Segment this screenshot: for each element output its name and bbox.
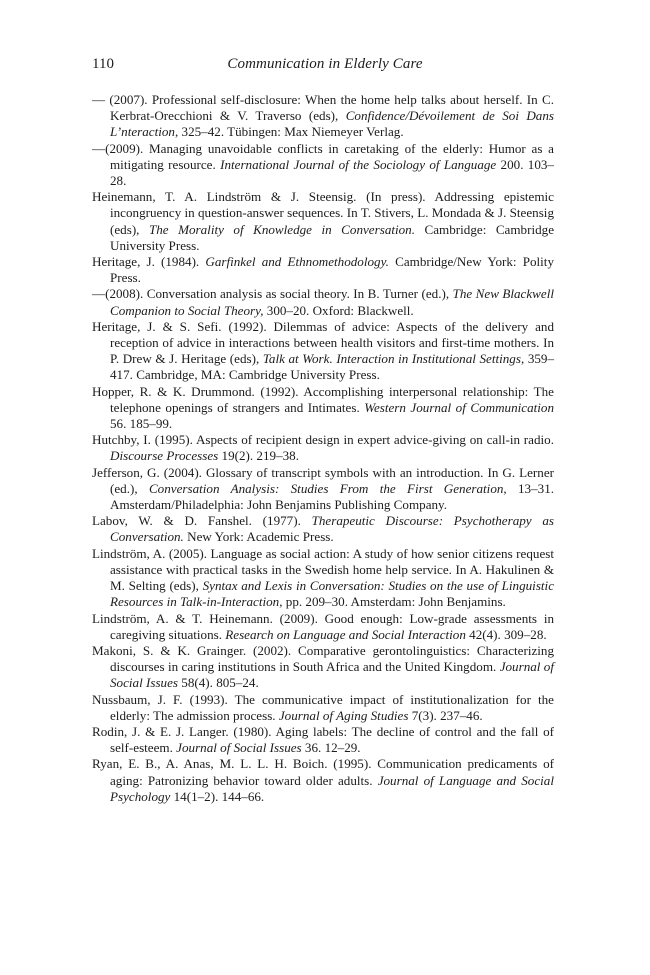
reference-text: —(2009). Managing unavoidable conflicts in caretaking of the elderly: Humor as a mitigating resource. [92, 140, 554, 172]
reference-entry [92, 465, 554, 514]
reference-list [92, 92, 554, 805]
reference-text: Lindström, A. & T. Heinemann. (2009). Good enough: Low-grade assessments in caregiving situations. [92, 610, 554, 642]
reference-text: Cambridge/New York: Polity Press. [110, 254, 554, 286]
reference-title-italic: The New Blackwell Companion to Social Theory, [110, 286, 555, 318]
running-title: Communication in Elderly Care [227, 56, 423, 72]
reference-text: Lindström, A. (2005). Language as social action: A study of how senior citizens request assistance with practical tasks in the Swedish home help service. In A. Hakulinen & M. Selting (eds), [92, 545, 554, 594]
reference-entry [92, 254, 554, 286]
reference-text: , 325–42. Tübingen: Max Niemeyer Verlag. [174, 124, 404, 140]
reference-entry [92, 611, 554, 643]
reference-entry [92, 724, 554, 756]
reference-text: 300–20. Oxford: Blackwell. [263, 302, 414, 318]
reference-entry [92, 546, 554, 611]
reference-title-italic: Syntax and Lexis in Conversation: Studies on the use of Linguistic Resources in Talk-in-Interaction, [110, 578, 555, 610]
reference-text: Labov, W. & D. Fanshel. (1977). [92, 513, 312, 529]
reference-text: Hutchby, I. (1995). Aspects of recipient design in expert advice-giving on call-in radio. [92, 432, 554, 448]
reference-entry [92, 692, 554, 724]
reference-title-italic: Western Journal of Communication [364, 399, 554, 415]
reference-text: —(2008). Conversation analysis as social theory. In B. Turner (ed.), [92, 286, 453, 302]
reference-entry [92, 513, 554, 545]
reference-text: Cambridge: Cambridge University Press. [110, 221, 555, 253]
reference-text: 7(3). 237–46. [408, 707, 483, 723]
reference-text: 36. 12–29. [301, 740, 361, 756]
reference-title-italic: International Journal of the Sociology of Language [220, 156, 497, 172]
reference-title-italic: Journal of Aging Studies [278, 707, 409, 723]
reference-text: Rodin, J. & E. J. Langer. (1980). Aging labels: The decline of control and the fall of self-esteem. [92, 723, 554, 756]
reference-title-italic: Discourse Processes [110, 448, 219, 464]
reference-title-italic: Journal of Social Issues [110, 659, 554, 691]
reference-title-italic: Conversation Analysis: Studies From the First Generation, [148, 480, 507, 496]
reference-text: Ryan, E. B., A. Anas, M. L. L. H. Boich. (1995). Communication predicaments of aging: Patronizing behavior toward older adults. [92, 756, 554, 788]
reference-text: Heritage, J. (1984). [92, 254, 206, 270]
reference-entry [92, 384, 554, 433]
page-number: 110 [92, 56, 114, 72]
running-header [92, 56, 558, 78]
reference-entry [92, 189, 554, 254]
reference-entry [92, 141, 554, 190]
reference-text: Heinemann, T. A. Lindström & J. Steensig. (In press). Addressing epistemic incongruency in question-answer sequences. In T. Stivers, L. Mondada & J. Steensig (eds), [92, 189, 554, 237]
reference-text: 19(2). 219–38. [218, 448, 299, 464]
reference-text: Heritage, J. & S. Sefi. (1992). Dilemmas of advice: Aspects of the delivery and reception of advice in interactions between health visitors and first-time mothers. In P. Drew & J. Heritage (eds), [92, 318, 554, 367]
reference-text: 13–31. Amsterdam/Philadelphia: John Benjamins Publishing Company. [110, 480, 555, 513]
reference-title-italic: Garfinkel and Ethnomethodology. [205, 254, 389, 270]
reference-text: — (2007). Professional self-disclosure: When the home help talks about herself. In C. Kerbrat-Orecchioni & V. Traverso (eds), [92, 92, 554, 124]
reference-text: Hopper, R. & K. Drummond. (1992). Accomplishing interpersonal relationship: The telephone openings of strangers and Intimates. [92, 383, 554, 415]
reference-text: 359–417. Cambridge, MA: Cambridge University Press. [110, 351, 555, 383]
reference-title-italic: Therapeutic Discourse: Psychotherapy as Conversation. [110, 513, 554, 545]
reference-text: pp. 209–30. Amsterdam: John Benjamins. [282, 594, 506, 610]
reference-entry [92, 92, 554, 141]
reference-title-italic: Research on Language and Social Interaction [225, 626, 466, 642]
reference-title-italic: The Morality of Knowledge in Conversation. [148, 221, 416, 237]
reference-entry [92, 286, 554, 318]
reference-entry [92, 643, 554, 692]
reference-title-italic: Talk at Work. Interaction in Institutional Settings, [262, 351, 525, 367]
reference-title-italic: Journal of Social Issues [176, 740, 302, 756]
reference-text: Makoni, S. & K. Grainger. (2002). Comparative gerontolinguistics: Characterizing discourses in caring institutions in South Africa and the United Kingdom. [92, 642, 554, 675]
reference-title-italic: Journal of Language and Social Psychology [110, 772, 554, 804]
reference-entry [92, 432, 554, 464]
reference-entry [92, 756, 554, 805]
reference-title-italic: Confidence/Dévoilement de Soi Dans L’nteraction [110, 108, 554, 140]
reference-text: Jefferson, G. (2004). Glossary of transcript symbols with an introduction. In G. Lerner (ed.), [92, 464, 554, 496]
reference-text: 42(4). 309–28. [465, 626, 547, 642]
reference-text: New York: Academic Press. [183, 529, 334, 545]
reference-text: 56. 185–99. [110, 416, 173, 432]
reference-text: Nussbaum, J. F. (1993). The communicative impact of institutionalization for the elderly: The admission process. [92, 691, 554, 723]
reference-text: 14(1–2). 144–66. [170, 788, 265, 804]
reference-text: 58(4). 805–24. [178, 675, 259, 691]
reference-entry [92, 319, 554, 384]
reference-text: 200. 103–28. [110, 156, 554, 189]
